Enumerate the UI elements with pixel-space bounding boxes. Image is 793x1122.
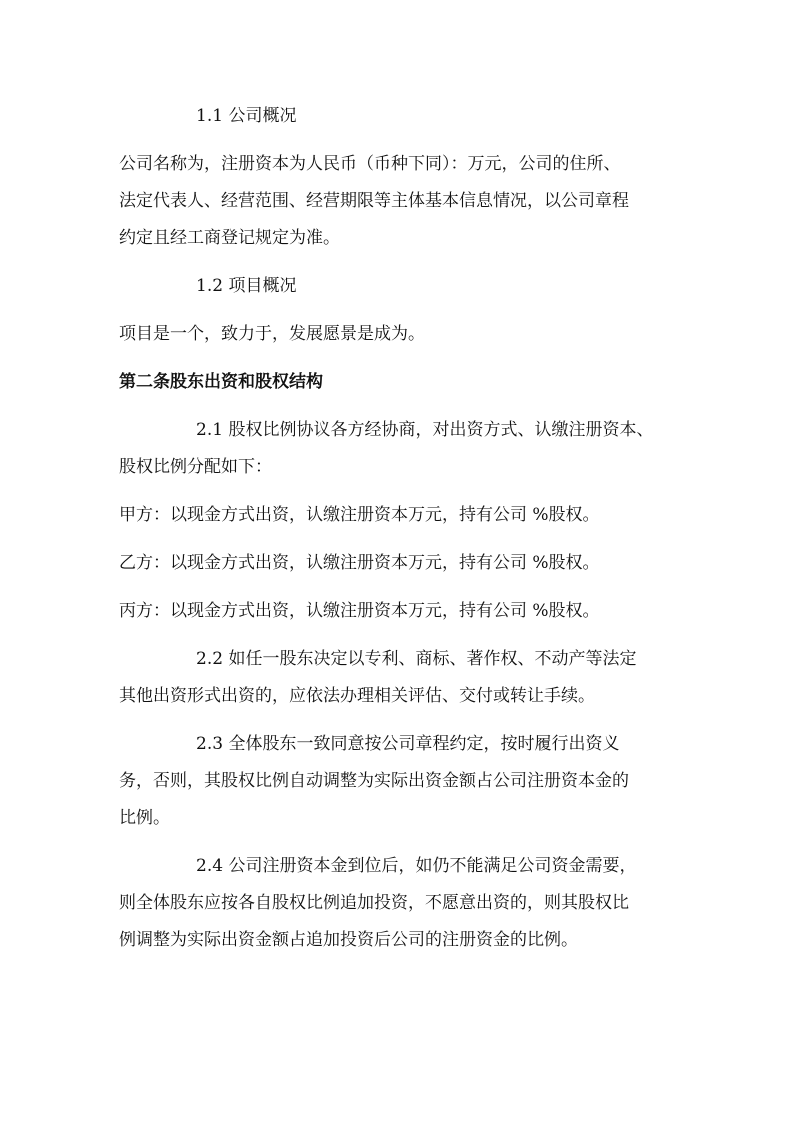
party-a-line — [119, 497, 684, 534]
section-2-2-paragraph — [119, 641, 684, 715]
article-2-heading — [119, 364, 684, 401]
paragraph-line: 其他出资形式出资的，应依法办理相关评估、交付或转让手续。 — [119, 686, 595, 706]
article-title: 第二条股东出资和股权结构 — [119, 372, 323, 392]
paragraph-line: 比例。 — [119, 808, 170, 828]
section-2-3-paragraph — [119, 726, 684, 837]
company-overview-paragraph — [119, 146, 684, 257]
paragraph-line: 股权比例分配如下： — [119, 457, 272, 477]
project-overview-paragraph — [119, 316, 684, 353]
paragraph-line: 法定代表人、经营范围、经营期限等主体基本信息情况，以公司章程 — [119, 191, 629, 211]
party-b-line — [119, 545, 684, 582]
paragraph-line: 约定且经工商登记规定为准。 — [119, 228, 340, 248]
paragraph-line: 则全体股东应按各自股权比例追加投资，不愿意出资的，则其股权比 — [119, 893, 629, 913]
paragraph-line: 2.2 如任一股东决定以专利、商标、著作权、不动产等法定 — [196, 649, 637, 669]
section-1-1-heading — [119, 98, 684, 135]
paragraph-line: 2.4 公司注册资本金到位后，如仍不能满足公司资金需要， — [196, 856, 637, 876]
paragraph-line: 1.1 公司概况 — [196, 106, 297, 126]
document-page — [119, 98, 684, 959]
paragraph-line: 2.1 股权比例协议各方经协商，对出资方式、认缴注册资本、 — [196, 420, 654, 440]
paragraph-line: 务，否则，其股权比例自动调整为实际出资金额占公司注册资本金的 — [119, 771, 629, 791]
paragraph-line: 项目是一个，致力于，发展愿景是成为。 — [119, 324, 425, 344]
section-1-2-heading — [119, 268, 684, 305]
paragraph-line: 乙方：以现金方式出资，认缴注册资本万元，持有公司 %股权。 — [119, 553, 600, 573]
paragraph-line: 2.3 全体股东一致同意按公司章程约定，按时履行出资义 — [196, 734, 620, 754]
paragraph-line: 甲方：以现金方式出资，认缴注册资本万元，持有公司 %股权。 — [119, 505, 600, 525]
paragraph-line: 丙方：以现金方式出资，认缴注册资本万元，持有公司 %股权。 — [119, 601, 600, 621]
section-2-4-paragraph — [119, 848, 684, 959]
paragraph-line: 1.2 项目概况 — [196, 276, 297, 296]
paragraph-line: 例调整为实际出资金额占追加投资后公司的注册资金的比例。 — [119, 930, 578, 950]
section-2-1-paragraph — [119, 412, 684, 486]
party-c-line — [119, 593, 684, 630]
paragraph-line: 公司名称为，注册资本为人民币（币种下同）：万元，公司的住所、 — [119, 154, 621, 174]
